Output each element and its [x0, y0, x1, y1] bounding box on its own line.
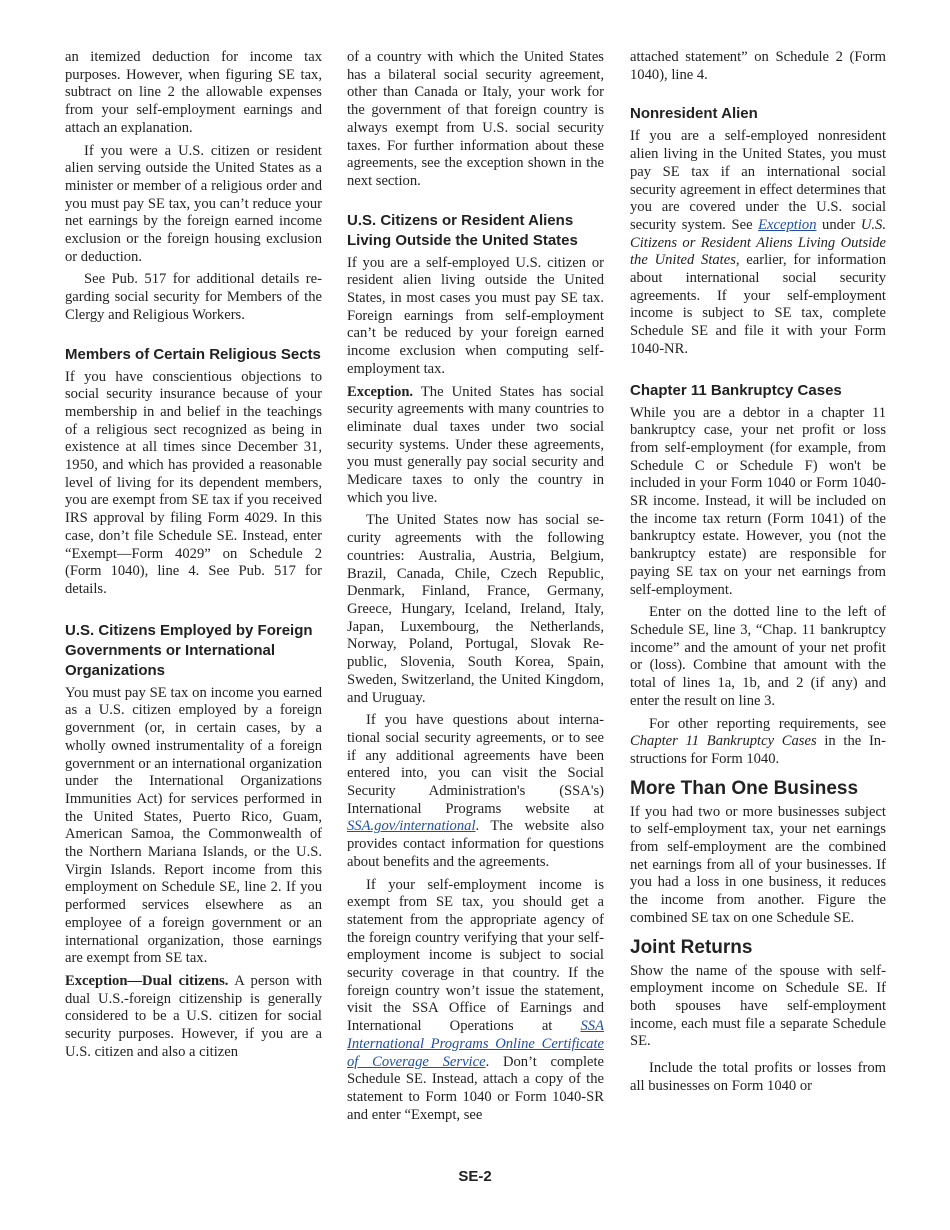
- paragraph-text: in the Instructions for Form 1040.: [630, 733, 886, 767]
- paragraph: While you are a debtor in a chapter 11 bankruptcy case, your net profit or loss from self-employment (for example, from Schedule C or Schedule F) won't be included in your Form 1040 or Form 1040-SR income. Instead, it will be included on the income tax return (Form 1041) of the bankruptcy estate. However, you (not the bankruptcy estate) are responsible for paying SE tax on your net earnings from self-employment.: [630, 404, 886, 598]
- paragraph-text: , earlier, for information about international social security agreements. If your self-employment income is subject to SE tax, complete Schedule SE and file it with your Form 1040-NR.: [630, 252, 886, 357]
- heading-nonresident-alien: Nonresident Alien: [630, 105, 758, 123]
- column-2: [347, 49, 604, 1129]
- emphasis: U.S. Citizens or Resident Aliens Living Outside the United States: [630, 216, 886, 269]
- ssa-international-link[interactable]: SSA.gov/international: [347, 818, 476, 835]
- paragraph: [347, 877, 604, 1125]
- paragraph: Show the name of the spouse with self-employment income on Schedule SE. If both spouses have self-employment income, each must file a separate Schedule SE.: [630, 962, 886, 1050]
- paragraph: If you had two or more businesses subject to self-employment tax, your net earnings from self-employment are the combined net earnings from all of your businesses. If you had a loss in one business, it reduces the income from another. Figure the combined SE tax on one Schedule SE.: [630, 803, 886, 926]
- paragraph-text: under: [816, 216, 861, 233]
- paragraph: Include the total profits or losses from all businesses on Form 1040 or: [630, 1060, 886, 1094]
- paragraph-text: For other reporting requirements, see: [649, 715, 886, 732]
- paragraph-text: If you are a self-employed nonresident alien living in the United States, you must pay SE tax if an international social security agreement in effect determines that you are covered under the U.S. social security system. See: [630, 128, 886, 233]
- heading-bankruptcy: Chapter 11 Bankruptcy Cases: [630, 381, 842, 399]
- paragraph: [630, 128, 886, 358]
- paragraph-text: . The website also provides contact information for questions about benefits and the agreements.: [347, 818, 604, 870]
- paragraph: The United States now has social security agreements with the following countries: Australia, Austria, Belgium, Brazil, Canada, Chile, Czech Republic, Denmark, Finland, France, Germany, Greece, Hungary, Iceland, Ireland, Italy, Japan, Luxembourg, the Netherlands, Norway, Poland, Portugal, Slovak Republic, Slovenia, South Korea, Spain, Sweden, Switzerland, the United Kingdom, and Uruguay.: [347, 512, 604, 706]
- heading-joint-returns: Joint Returns: [630, 936, 753, 958]
- paragraph: If you are a self-employed U.S. citizen or resident alien living outside the United States, in most cases you must pay SE tax. Foreign earnings from self-employment can’t be reduced by your foreign earned income exclusion when computing self-employment tax.: [347, 254, 604, 377]
- page-number: SE-2: [458, 1168, 492, 1185]
- ssa-coverage-service-link[interactable]: SSA International Programs Online Certificate of Coverage Service: [347, 1018, 604, 1070]
- paragraph: You must pay SE tax on income you earned as a U.S. citizen employed by a foreign government (or, in certain cases, by a wholly owned instrumentality of a foreign government or an international organization under the International Organizations Immunities Act) for services performed in the United States, Puerto Rico, Guam, American Samoa, the Commonwealth of the Northern Mariana Islands, or the U.S. Virgin Islands. Report income from this employment on Schedule SE, line 2. If you performed services elsewhere as an employee of a foreign government or an international organization, those earnings are exempt from SE tax.: [65, 684, 322, 967]
- run-in-heading: Exception.: [347, 383, 414, 400]
- heading-more-than-one-business: More Than One Business: [630, 777, 859, 799]
- paragraph: See Pub. 517 for additional details regarding social security for Members of the Clergy and Religious Workers.: [65, 271, 322, 323]
- paragraph: [347, 384, 604, 508]
- paragraph: [65, 973, 322, 1062]
- column-3: [630, 49, 886, 1100]
- paragraph: [630, 716, 886, 769]
- paragraph-text: The United States has social security agreements with many countries to eliminate dual taxes under two social security systems. Under these agreements, you must generally pay social security and Medicare taxes to only the country in which you live.: [347, 383, 604, 506]
- paragraph-text: . Don’t complete Schedule SE. Instead, attach a copy of the statement to Form 1040 or Form 1040-SR and enter “Exempt, see: [347, 1053, 605, 1123]
- emphasis: Chapter 11 Bankruptcy Cases: [630, 733, 817, 750]
- paragraph: If you were a U.S. citizen or resident alien serving outside the United States as a minister or member of a religious order and you must pay SE tax, you can’t reduce your net earnings by the foreign earned income exclusion or the foreign housing exclusion or deduction.: [65, 142, 322, 265]
- exception-link[interactable]: Exception: [758, 216, 817, 233]
- paragraph-text: A person with dual U.S.-foreign citizenship is generally considered to be a U.S. citizen for social security purposes. However, if you are a U.S. citizen and also a citizen: [65, 972, 322, 1060]
- paragraph: attached statement” on Schedule 2 (Form 1040), line 4.: [630, 49, 886, 83]
- paragraph: Enter on the dotted line to the left of Schedule SE, line 3, “Chap. 11 bankruptcy income” and the amount of your net profit or (loss). Combine that amount with the total of lines 1a, 1b, and 2 (if any) and enter the result on line 3.: [630, 604, 886, 709]
- paragraph: If you have conscientious objections to social security insurance because of your membership in and belief in the teachings of a religious sect recognized as being in existence at all times since December 31, 1950, and which has provided a reasonable level of living for its dependent members, you are exempt from SE tax if you received IRS approval by filing Form 4029. In this case, don’t file Schedule SE. Instead, enter “Exempt—Form 4029” on Schedule 2 (Form 1040), line 4. See Pub. 517 for details.: [65, 368, 322, 597]
- paragraph: an itemized deduction for income tax purposes. However, when figuring SE tax, subtract on line 2 the allowable expenses from your self-employment earnings and attach an explanation.: [65, 49, 322, 136]
- column-1: [65, 49, 322, 1066]
- run-in-heading: Exception—Dual citizens.: [65, 972, 229, 989]
- paragraph-text: If you have questions about international social security agreements, or to see if any additional agreements have been entered into, you can visit the Social Security Administration's (SSA's) International Programs website at: [347, 712, 604, 817]
- paragraph-text: If your self-employment income is exempt from SE tax, you should get a statement from the appropriate agency of the foreign country verifying that your self-employment income is subject to social security coverage in that country. If the foreign country won’t issue the statement, visit the SSA Office of Earnings and International Operations at: [347, 876, 604, 1035]
- heading-living-outside-us: U.S. Citizens or Resident Aliens Living Outside the United States: [347, 211, 578, 249]
- paragraph: [347, 712, 604, 871]
- paragraph: of a country with which the United States has a bilateral social security agreement, other than Canada or Italy, your work for the government of that foreign country is always exempt from U.S. social security taxes. For further information about these agreements, see the exception shown in the next section.: [347, 49, 604, 189]
- heading-foreign-governments: U.S. Citizens Employed by Foreign Governments or International Organizations: [65, 621, 313, 679]
- heading-religious-sects: Members of Certain Religious Sects: [65, 345, 321, 363]
